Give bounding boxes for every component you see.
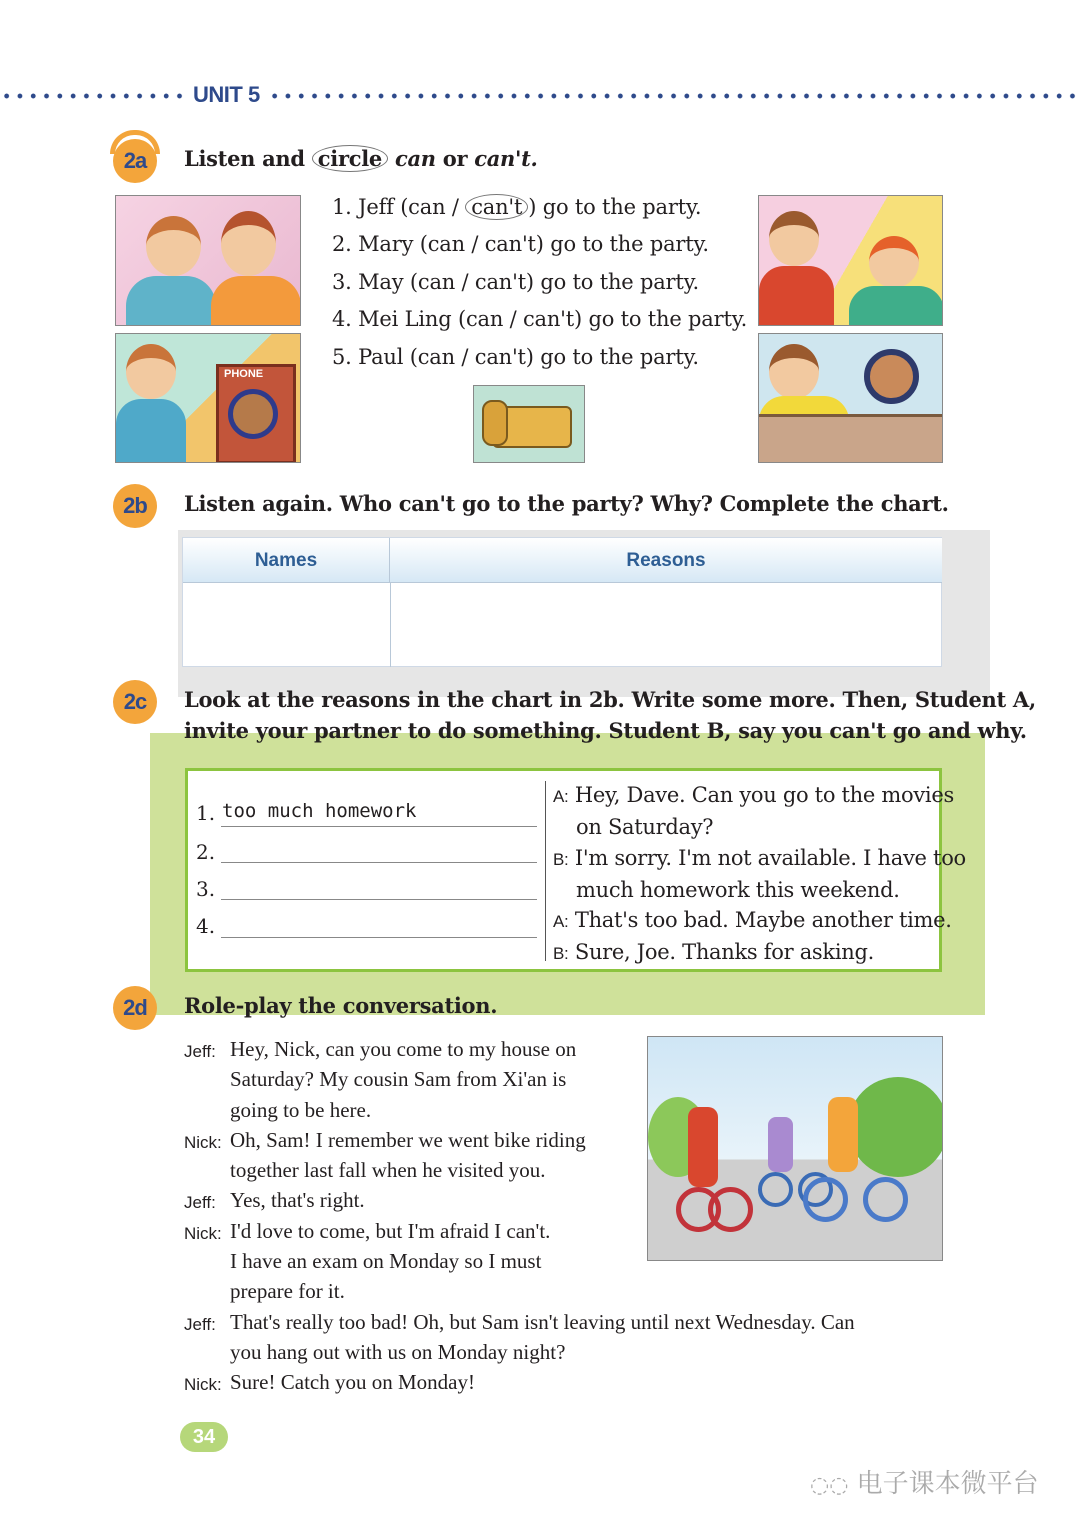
line-text: prepare for it. bbox=[230, 1279, 345, 1304]
section-badge-2a: 2a bbox=[113, 139, 157, 183]
speaker-label: Jeff: bbox=[184, 1314, 216, 1334]
sentence-4: 4. Mei Ling (can / can't) go to the party. bbox=[332, 307, 748, 331]
names-reasons-chart bbox=[182, 537, 942, 667]
line-text: That's really too bad! Oh, but Sam isn't leaving until next Wednesday. Can bbox=[230, 1309, 855, 1334]
speaker-label: Nick: bbox=[184, 1375, 222, 1395]
sentence-2: 2. Mary (can / can't) go to the party. bbox=[332, 232, 709, 256]
sentence-5: 5. Paul (can / can't) go to the party. bbox=[332, 345, 699, 369]
speaker-label: Nick: bbox=[184, 1223, 222, 1243]
illustration-telephone bbox=[473, 385, 585, 463]
section-title-2c-line2: invite your partner to do something. Student B, say you can't go and why. bbox=[184, 718, 1027, 743]
box-divider bbox=[545, 781, 546, 961]
line-text: Yes, that's right. bbox=[230, 1188, 365, 1213]
section-badge-2d: 2d bbox=[113, 986, 157, 1030]
reason-3-input[interactable] bbox=[221, 882, 537, 900]
line-text: I'd love to come, but I'm afraid I can't. bbox=[230, 1218, 551, 1243]
illustration-phone-booth bbox=[115, 333, 301, 463]
reasons-cell[interactable] bbox=[391, 584, 941, 667]
section-title-2b: Listen again. Who can't go to the party? Why? Complete the chart. bbox=[184, 491, 949, 516]
illustration-two-people-talking bbox=[115, 195, 301, 326]
section-title-2d: Role-play the conversation. bbox=[184, 993, 498, 1018]
line-text: Oh, Sam! I remember we went bike riding bbox=[230, 1127, 586, 1152]
dotted-rule bbox=[0, 92, 190, 100]
line-text: you hang out with us on Monday night? bbox=[230, 1339, 566, 1364]
reason-2-input[interactable] bbox=[221, 845, 537, 863]
speaker-label: Nick: bbox=[184, 1132, 222, 1152]
reason-1-line bbox=[221, 826, 537, 827]
phone-sign: PHONE bbox=[224, 368, 264, 380]
page-number: 34 bbox=[180, 1422, 228, 1452]
sample-dialogue: A: Hey, Dave. Can you go to the movies on Saturday? B: I'm sorry. I'm not available. I have too much homework this weekend. A: That's too bad. Maybe another time. B: Sure, Joe. Thanks for asking. bbox=[553, 783, 966, 965]
line-text: going to be here. bbox=[230, 1097, 372, 1122]
section-title-2c-line1: Look at the reasons in the chart in 2b. Write some more. Then, Student A, bbox=[184, 687, 1036, 712]
circled-answer: can't bbox=[465, 194, 528, 220]
line-text: Hey, Nick, can you come to my house on bbox=[230, 1037, 577, 1061]
reason-1-value[interactable]: too much homework bbox=[222, 800, 417, 822]
speaker-label: Jeff: bbox=[184, 1042, 216, 1061]
dotted-rule bbox=[268, 92, 1080, 100]
line-text: I have an exam on Monday so I must bbox=[230, 1249, 542, 1274]
watermark: ◌◌ 电子课本微平台 bbox=[810, 1469, 1039, 1499]
unit-label: UNIT 5 bbox=[193, 82, 260, 107]
conversation-line bbox=[184, 1307, 944, 1337]
illustration-neighbors-at-fence bbox=[758, 333, 943, 463]
conversation-line bbox=[184, 1276, 944, 1306]
column-header-names: Names bbox=[183, 538, 390, 583]
reason-4-input[interactable] bbox=[221, 920, 537, 938]
section-badge-2c: 2c bbox=[113, 680, 157, 724]
illustration-phone-call bbox=[758, 195, 943, 326]
line-text: Saturday? My cousin Sam from Xi'an is bbox=[230, 1067, 567, 1092]
section-title-2a: Listen and circle can or can't. bbox=[184, 146, 538, 171]
wechat-icon: ◌◌ bbox=[810, 1473, 849, 1498]
sentence-1: 1. Jeff (can / can't ) go to the party. bbox=[332, 195, 702, 219]
names-cell[interactable] bbox=[183, 584, 390, 667]
line-text: together last fall when he visited you. bbox=[230, 1158, 546, 1183]
line-text: Sure! Catch you on Monday! bbox=[230, 1370, 475, 1395]
conversation-line bbox=[184, 1337, 944, 1367]
reason-number: 3. bbox=[196, 877, 216, 901]
reason-number: 2. bbox=[196, 840, 216, 864]
conversation-line bbox=[184, 1367, 944, 1397]
reason-number: 1. bbox=[196, 801, 216, 825]
speaker-label: Jeff: bbox=[184, 1193, 216, 1213]
illustration-bike-riding bbox=[647, 1036, 943, 1261]
reason-number: 4. bbox=[196, 914, 216, 938]
sentence-3: 3. May (can / can't) go to the party. bbox=[332, 270, 699, 294]
section-badge-2b: 2b bbox=[113, 484, 157, 528]
column-header-reasons: Reasons bbox=[390, 538, 942, 583]
